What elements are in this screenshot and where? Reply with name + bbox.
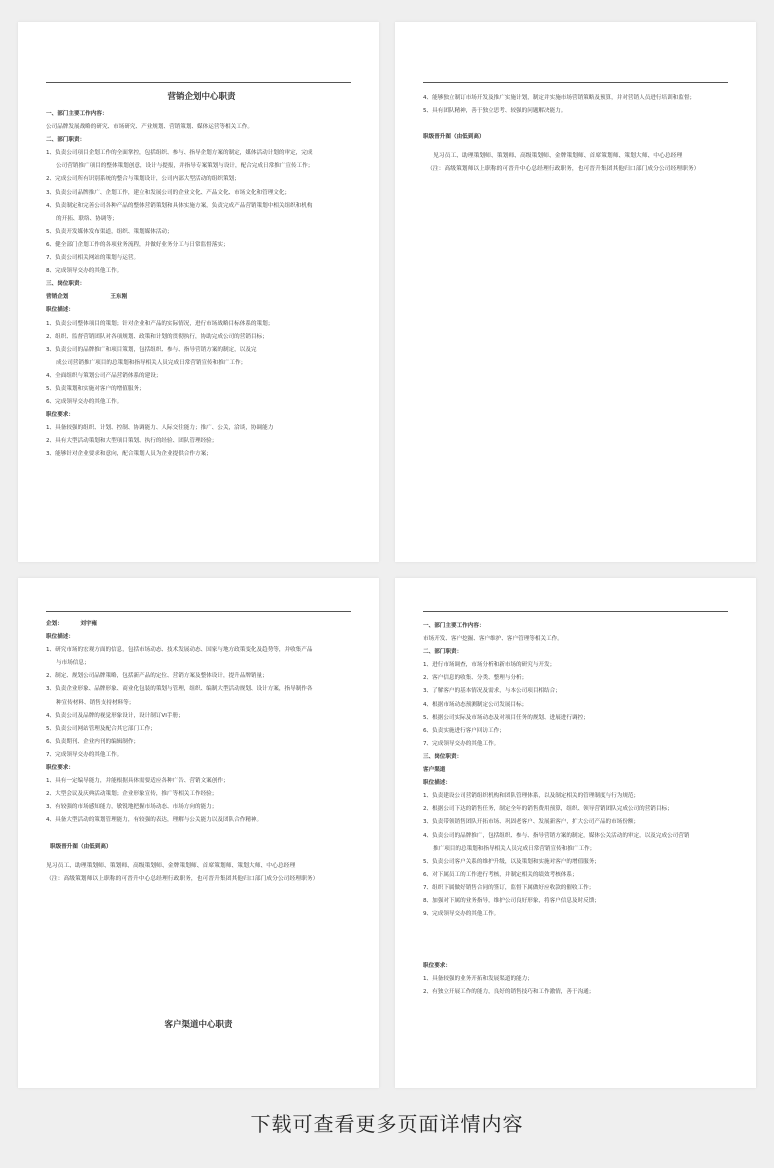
text-line: 6、完成领导交办的其他工作。 [46,399,123,406]
text-line: 市场开发、客户挖掘、客户维护、客户管理等相关工作。 [423,636,563,643]
section-heading: 职位描述： [46,634,74,641]
text-line: 公司营销推广项目的整体策划创意，设计与提报，并指导专案策划与设计，配合完成日常推广宣传工作； [56,163,314,170]
text-line: 成公司营销推广项目的总策划和指导相关人员完成日常营销宣传和推广工作； [56,359,247,366]
promotion-path: 见习员工、助理策划师、策划师、高级策划师、金牌策划师、首席策划师、策划大师、中心总经理 [433,153,683,160]
text-line: 2、大型会议及庆典活动策划；企业形象宣传，推广等相关工作经验； [46,791,218,798]
page-1-content [46,90,357,462]
text-line: 1、具备较强的业务开拓和发展渠道的能力； [423,976,533,983]
page-4-lines [423,620,734,999]
text-line: 1、进行市场调查，市场分析和新市场的研究与开发； [423,662,556,669]
download-more-caption: 下载可查看更多页面详情内容 [250,1112,524,1136]
role-label: 企划： [46,621,63,627]
text-line: 2、完成公司所有识别系统的整合与策划设计，公司内部大型活动的组织策划； [46,176,240,183]
section-heading: 二、部门职责： [46,137,86,144]
text-line: 的开拓、联络、协调等； [56,215,118,222]
document-page-1 [18,22,379,562]
text-line: 1、负责建设公司营销组织机构和团队管理体系，以及制定相关的管理制度与行为规范； [423,793,640,800]
spacer [423,947,734,960]
header-rule [46,611,351,612]
section-heading: 职位描述： [46,307,74,314]
header-rule [423,611,728,612]
section-heading: 职位要求： [46,412,74,419]
text-line: 4、具备大型活动的策划管理能力，有较强的表达，理解与公关能力以及团队合作精神。 [46,817,263,824]
text-line: 2、具有大型活动策划和大型项目策划、执行的经验、团队管理经验； [46,438,218,445]
section-heading: 二、部门职责： [423,649,463,656]
text-line: 6、负责期刊、企业内刊的编辑制作； [46,738,140,745]
page-3-lines [46,631,357,827]
next-section-title: 客户渠道中心职责 [164,1020,233,1030]
text-line: 5、负责公司客户关系的维护升级，以及策划和实施对客户的增值服务； [423,858,600,865]
role-row [46,291,357,304]
text-line: 8、完成领导交办的其他工作。 [46,268,123,275]
text-line: 2、客户信息的收集、分类、整理与分析； [423,675,528,682]
page-title: 营销企划中心职责 [167,92,236,102]
text-line: 2、根据公司下达的销售任务，制定全年的销售费用预算，组织、领导营销团队完成公司的营销目标； [423,806,673,813]
text-line: 3、负责带领销售团队开拓市场、巩固老客户、发展新客户，扩大公司产品的市场份额； [423,819,640,826]
text-line: 8、加强对下属的业务指导，维护公司良好形象，将客户信息及时反馈； [423,897,600,904]
role-label: 营销企划 [46,294,69,301]
page-3-content [46,618,357,886]
text-line: 2、制定、规划公司品牌策略，包括新产品的定位、营销方案及整体设计，提升品牌销量； [46,673,268,680]
page-2-lines [423,92,734,118]
text-line: 4、负责公司的品牌推广，包括组织、参与、指导营销方案的制定，媒体公关活动的审定，以及完成公司营销 [423,832,690,839]
text-line: 3、能够针对企业要求和意向，配合策划人员为企业提供合作方案； [46,451,212,458]
page-4-content [423,620,734,999]
text-line: 5、具有团队精神，善于独立思考、较强的问题解决能力。 [423,108,567,115]
text-line: 1、负责公司项目企划工作的全面掌控，包括组织、参与、指导企划方案的制定，媒体活动计划的审定，完成 [46,150,313,157]
text-line: 推广项目的总策划和指导相关人员完成日常营销宣传和推广工作； [433,845,596,852]
text-line: 1、具备较强的组织、计划、控制、协调能力、人际交往能力；推广、公关，洽谈，协调能力 [46,425,274,432]
text-line: 5、负责开发媒体发布渠道，组织、策划媒体活动； [46,228,173,235]
text-line: 6、健全部门企划工作的各项业务流程，并做好业务分工与日常监督落实； [46,241,229,248]
role-name: 刘宇雍 [80,621,98,627]
section-heading: 三、岗位职责： [423,753,463,760]
text-line: 公司品牌发展战略的研究、市场研究、产业规划、营销策划、媒体运营等相关工作。 [46,124,253,131]
promotion-path: 见习员工、助理策划师、策划师、高级策划师、金牌策划师、首席策划师、策划大师、中心总经理 [46,862,296,869]
text-line: 1、负责公司整体项目的策划；针对企业和产品的实际情况，进行市场战略目标体系的策划； [46,320,274,327]
text-line: 与市场信息； [56,660,90,667]
spacer [423,934,734,947]
document-page-2 [395,22,756,562]
text-line: 4、根据市场动态预测制定公司发展目标； [423,701,528,708]
page-2-content [423,92,734,176]
text-line: 7、负责公司相关网站的策划与运营。 [46,255,140,262]
role-name: 王东刚 [110,294,128,301]
section-heading: 职位描述： [423,780,451,787]
text-line: 7、组织下属做好销售合同的签订，监督下属做好应收款的催收工作； [423,884,595,891]
section-heading: 客户渠道 [423,767,446,774]
text-line: 9、完成领导交办的其他工作。 [423,911,500,918]
text-line: 1、具有一定编导能力，并能根据具体需要适应各种广告、营销文案创作； [46,778,229,785]
text-line: 7、完成领导交办的其他工作。 [46,751,123,758]
text-line: 5、负责策划和实施对客户的增值服务； [46,385,145,392]
text-line: 4、负责公司及品牌的视觉形象设计，设计制订VI手册； [46,712,184,719]
spacer [423,921,734,934]
text-line: 种宣传材料、销售支持材料等； [56,699,135,706]
section-heading: 职位要求： [423,963,451,970]
section-heading: 三、岗位职责： [46,281,86,288]
document-page-3 [18,578,379,1088]
text-line: 7、完成领导交办的其他工作。 [423,740,500,747]
text-line: 4、能够独立制订市场开发及推广实施计划，制定并实施市场营销策略及预算，并对营销人员进行培训和监督； [423,95,696,101]
text-line: 2、有独立开展工作的能力，良好的销售技巧和工作激情，善于沟通； [423,989,595,996]
header-rule [46,82,351,83]
promotion-note: （注：高级策划师以上职称的可晋升中心总经理行政职务，也可晋升集团其他归口部门成分公司经理职务） [427,166,700,173]
promotion-title: 职级晋升图（由低到高） [50,843,112,850]
page-1-lines [46,108,357,462]
text-line: 2、组织、监督营销团队对各项规划、政策和计划的贯彻执行，协助完成公司的营销目标； [46,333,268,340]
section-heading: 一、部门主要工作内容： [423,623,485,629]
text-line: 6、对下属员工的工作进行考核，并制定相关的绩效考核体系； [423,871,578,878]
text-line: 3、负责公司品牌推广、企划工作，建立和发展公司的企业文化、产品文化、市场文化和管理文化； [46,189,291,196]
text-line: 5、根据公司实际及市场动态及对项目任务的规划、进展进行调控； [423,714,589,721]
section-heading: 职位要求： [46,765,74,772]
text-line: 4、全面组织与策划公司产品营销体系的建设； [46,372,162,379]
text-line: 3、了解客户的基本情况及需求，与本公司项目相结合； [423,688,561,695]
promotion-title: 职级晋升图（由低到高） [423,134,485,141]
document-page-4 [395,578,756,1088]
section-heading: 一、部门主要工作内容： [46,111,108,117]
text-line: 5、负责公司网站管理及配合其它部门工作； [46,725,156,732]
text-line: 3、负责企业形象、品牌形象、商业化包装的策划与管理，组织、编制大型活动规划、设计方案，指导制作各 [46,686,313,693]
text-line: 6、负责实施进行客户回访工作； [423,727,505,734]
text-line: 4、负责制定和完善公司各种产品的整体营销策划和具体实施方案，负责完成产品营销策划中相关组织和机构 [46,202,313,209]
header-rule [423,82,728,83]
promotion-note: （注：高级策划师以上职称的可晋升中心总经理行政职务，也可晋升集团其他归口部门成分公司经理职务） [46,875,319,882]
text-line: 1、研究市场的宏观方面的信息，包括市场动态、技术发展动态、国家与地方政策变化及趋势等，并收集产品 [46,647,313,654]
role-row [46,618,357,631]
text-line: 3、负责公司的品牌推广和项目策划，包括组织、参与、指导营销方案的制定，以及完 [46,346,257,353]
text-line: 3、有较强的市场感知能力，敏锐地把握市场动态、市场方向的能力； [46,804,218,811]
